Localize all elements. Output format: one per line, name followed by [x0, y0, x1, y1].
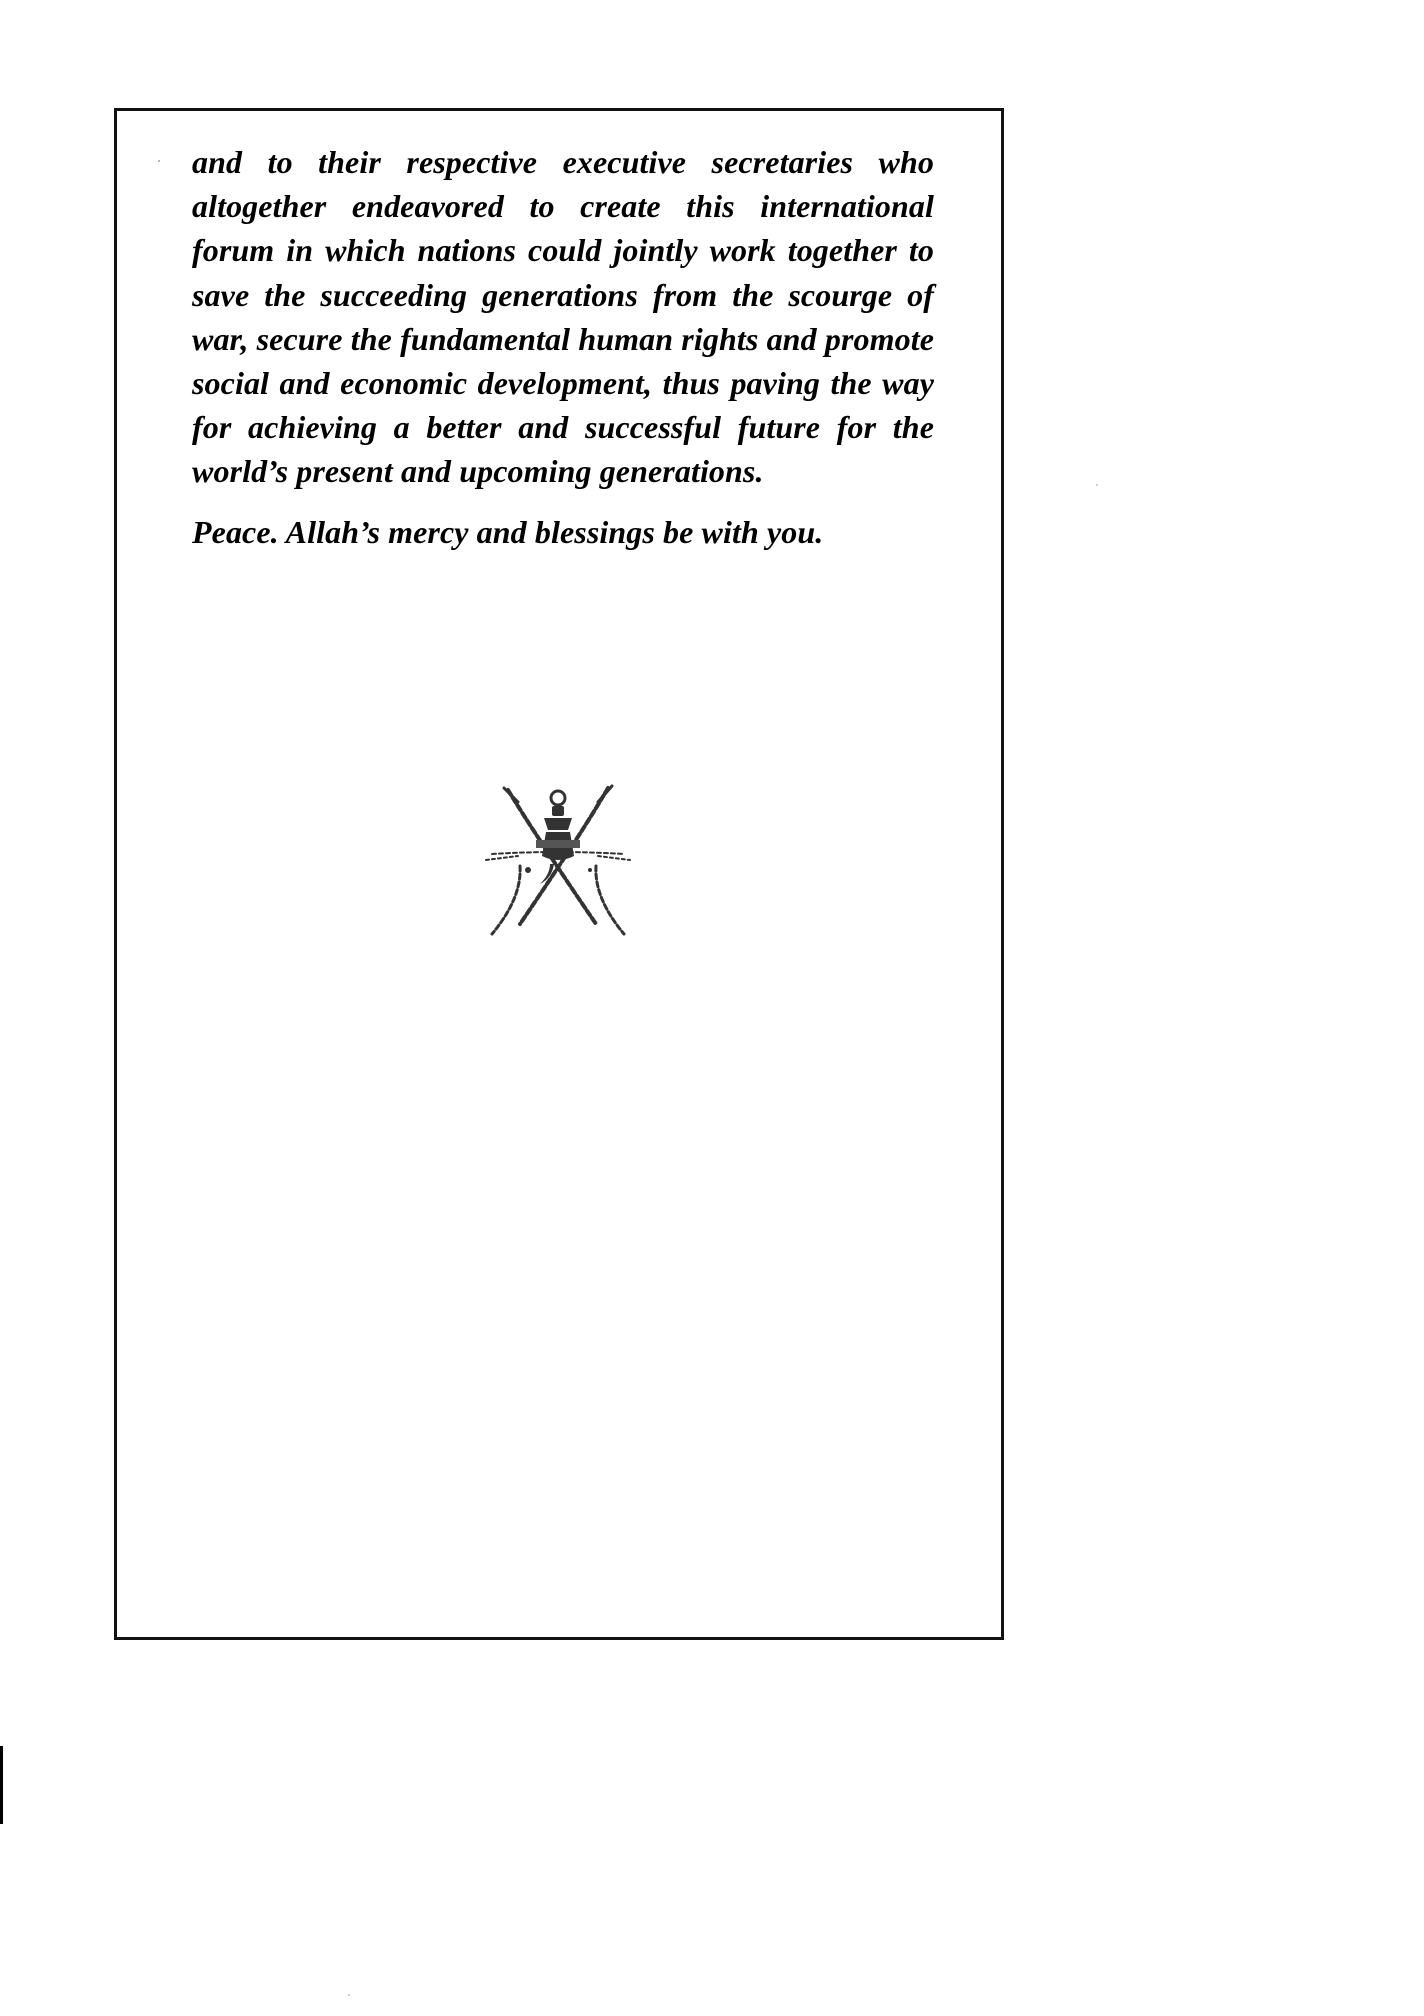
- scan-edge-mark: [0, 1746, 3, 1824]
- scan-speck: [348, 1994, 350, 1996]
- scan-speck: [1096, 484, 1098, 486]
- oman-national-emblem-icon: [478, 778, 638, 938]
- closing-paragraph: and to their respective executive secretaries who altogether endeavored to create this international forum in which nations could jointly work together to save the succeeding generations from the scourge of war, secure the fundamental human rights and promote social and economic development, thus paving the way for achieving a better and successful future for the world’s present and upcoming generations.: [192, 144, 934, 490]
- letter-body: [192, 140, 934, 554]
- salutation-paragraph: Peace. Allah’s mercy and blessings be with you.: [192, 513, 824, 550]
- scan-speck: [158, 160, 160, 162]
